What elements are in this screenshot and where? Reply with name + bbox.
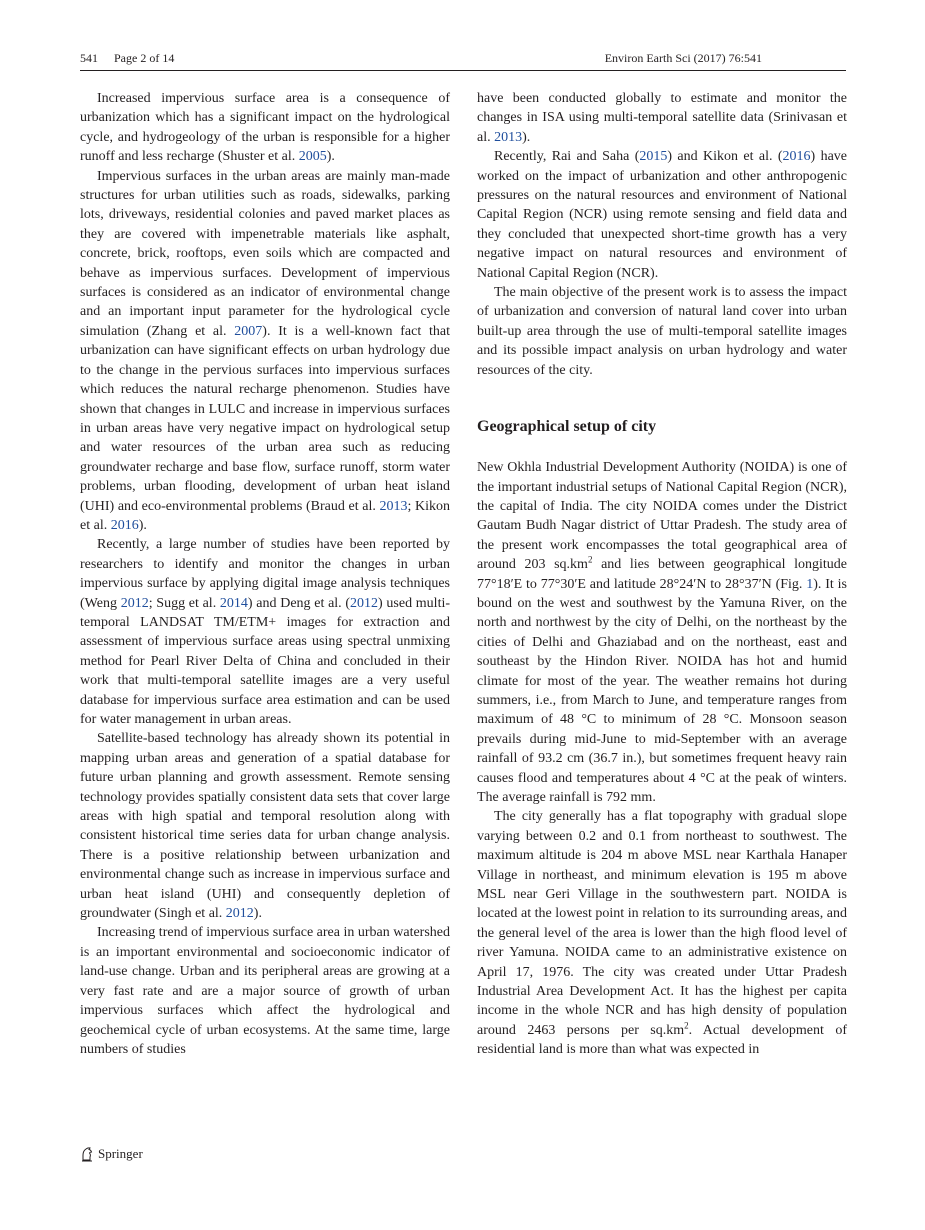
left-column	[80, 89, 450, 1059]
paragraph: have been conducted globally to estimate and monitor the changes in ISA using multi-temporal satellite data (Srinivasan et al. 2013).	[477, 91, 847, 145]
header-left	[80, 50, 174, 66]
paragraph: Impervious surfaces in the urban areas are mainly man-made structures for urban utilities such as roads, sidewalks, parking lots, driveways, residential colonies and paved market places as they are covered with impenetrable materials like asphalt, concrete, brick, rooftops, even soils which are compacted and behave as impervious surfaces. Development of impervious surfaces is considered as an indicator of environmental change and an important input parameter for the hydrological cycle simulation (Zhang et al. 2007). It is a well-known fact that urbanization can have significant effects on urban hydrology due to the change in the pervious surfaces into impervious surfaces which reduces the natural recharge phenomenon. Studies have shown that changes in LULC and increase in impervious surfaces in urban areas have very negative impact on hydrological setup and water resources of the urban area such as reducing groundwater recharge and base flow, surface runoff, storm water problems, urban flooding, development of urban heat island (UHI) and eco-environmental problems (Braud et al. 2013; Kikon et al. 2016).	[80, 168, 451, 533]
superscript: 2	[587, 554, 593, 565]
section-heading: Geographical setup of city	[477, 418, 657, 436]
citation-link[interactable]: 2012	[120, 595, 149, 611]
paragraph: New Okhla Industrial Development Authority (NOIDA) is one of the important industrial setups of National Capital Region (NCR), the capital of India. The city NOIDA comes under the District Gautam Budh Nagar district of Uttar Pradesh. The study area of the present work encompasses the total geographical area of around 203 $sq.km^2$ and lies between geographical longitude 77°18′E to 77°30′E and latitude 28°24′N to 28°37′N (Fig. 1). It is bound on the west and southwest by the Yamuna River, on the north and northwest by the city of Delhi, on the northeast by the cities of Delhi and Ghaziabad and on the northeast, east and southeast by the Hindon River. NOIDA has hot and humid climate for most of the year. The weather remains hot during summers, i.e., from March to June, and temperature ranges from maximum of 48 °C to minimum of 28 °C. Monsoon season prevails during mid-June to mid-September with an average rainfall of 93.2 cm (36.7 in.), but sometimes frequent heavy rain causes flood and temperatures about 4 °C at the peak of winters. The average rainfall is 792 mm.	[477, 460, 847, 805]
journal-citation: Environ Earth Sci (2017) 76:541	[604, 51, 762, 65]
paragraph: The city generally has a flat topography with gradual slope varying between 0.2 and 0.1 from northeast to southwest. The maximum altitude is 204 m above MSL near Karthala Hanaper Village in northeast, and minimum elevation is 195 m above MSL near Geri Village in the southwestern part. NOIDA is located at the lowest point in relation to its surrounding areas, and the general level of the area is lower than the high flood level of river Yamuna. NOIDA came to an administrative existence on April 17, 1976. The city was created under Uttar Pradesh Industrial Area Development Act. It has the highest per capita income in the whole NCR and has high density of population around 2463 persons per $sq.km^2$. Actual development of residential land is more than what was expected in	[477, 809, 847, 1058]
superscript: 2	[684, 1020, 689, 1031]
publisher-name: Springer	[98, 1146, 143, 1161]
citation-link[interactable]: 2016	[782, 149, 811, 165]
paragraph: Recently, a large number of studies have been reported by researchers to identify and monitor the changes in urban impervious surface by applying digital image analysis techniques (Weng 2012; Sugg et al. 2014) and Deng et al. (2012) used multi-temporal LANDSAT TM/ETM+ images for extraction and assessment of impervious surface areas using spectral unmixing method for Pearl River Delta of China and concluded in their work that multi-temporal satellite images are a very useful database for impervious surface area estimation and can be used for water management in urban areas.	[80, 537, 451, 727]
page-footer	[80, 1144, 143, 1164]
citation-link[interactable]: 2013	[494, 129, 523, 145]
citation-link[interactable]: 2014	[219, 595, 248, 611]
citation-link[interactable]: 2012	[350, 595, 379, 611]
citation-link[interactable]: 2007	[234, 323, 263, 339]
citation-link[interactable]: 2013	[379, 498, 408, 514]
paragraph: Increased impervious surface area is a consequence of urbanization which has a significant impact on the hydrological cycle, and hydrogeology of the urban is responsible for a higher runoff and less recharge (Shuster et al. 2005).	[80, 91, 450, 165]
running-header	[80, 50, 846, 71]
paragraph: The main objective of the present work is to assess the impact of urbanization and conversion of natural land cover into urban built-up area through the use of multi-temporal satellite images and its possible impact analysis on urban hydrology and water resources of the city.	[477, 285, 847, 378]
springer-horse-icon	[80, 1146, 94, 1162]
figure-link[interactable]: 1	[806, 576, 814, 592]
page-of: Page 2 of 14	[114, 51, 175, 65]
paragraph: Increasing trend of impervious surface area in urban watershed is an important environmental and socioeconomic indicator of land-use change. Urban and its peripheral areas are growing at a very fast rate and are a major source of growth of urban impervious surfaces which affect the hydrological and geochemical cycle of urban ecosystems. At the same time, large numbers of studies	[80, 925, 450, 1057]
paragraph: Recently, Rai and Saha (2015) and Kikon et al. (2016) have worked on the impact of urbanization and other anthropogenic pressures on the natural resources and environment of National Capital Region (NCR) using remote sensing and field data and they concluded that unexpected short-time growth has a very negative impact on natural resources and environment of National Capital Region (NCR).	[477, 149, 847, 281]
citation-link[interactable]: 2016	[110, 517, 139, 533]
right-column	[477, 89, 847, 1060]
citation-link[interactable]: 2015	[639, 149, 668, 165]
citation-link[interactable]: 2012	[225, 906, 254, 922]
citation-link[interactable]: 2005	[298, 149, 327, 165]
page-number: 541	[80, 51, 98, 65]
paragraph: Satellite-based technology has already shown its potential in mapping urban areas and generation of a spatial database for future urban planning and growth assessment. Remote sensing technology provides spatially consistent data sets that cover large areas with high spatial and temporal resolution along with consistent historical time series data for urban change analysis. There is a positive relationship between urbanization and environmental change such as increase in impervious surface and urban heat island (UHI) and consequently depletion of groundwater (Singh et al. 2012).	[80, 731, 450, 922]
